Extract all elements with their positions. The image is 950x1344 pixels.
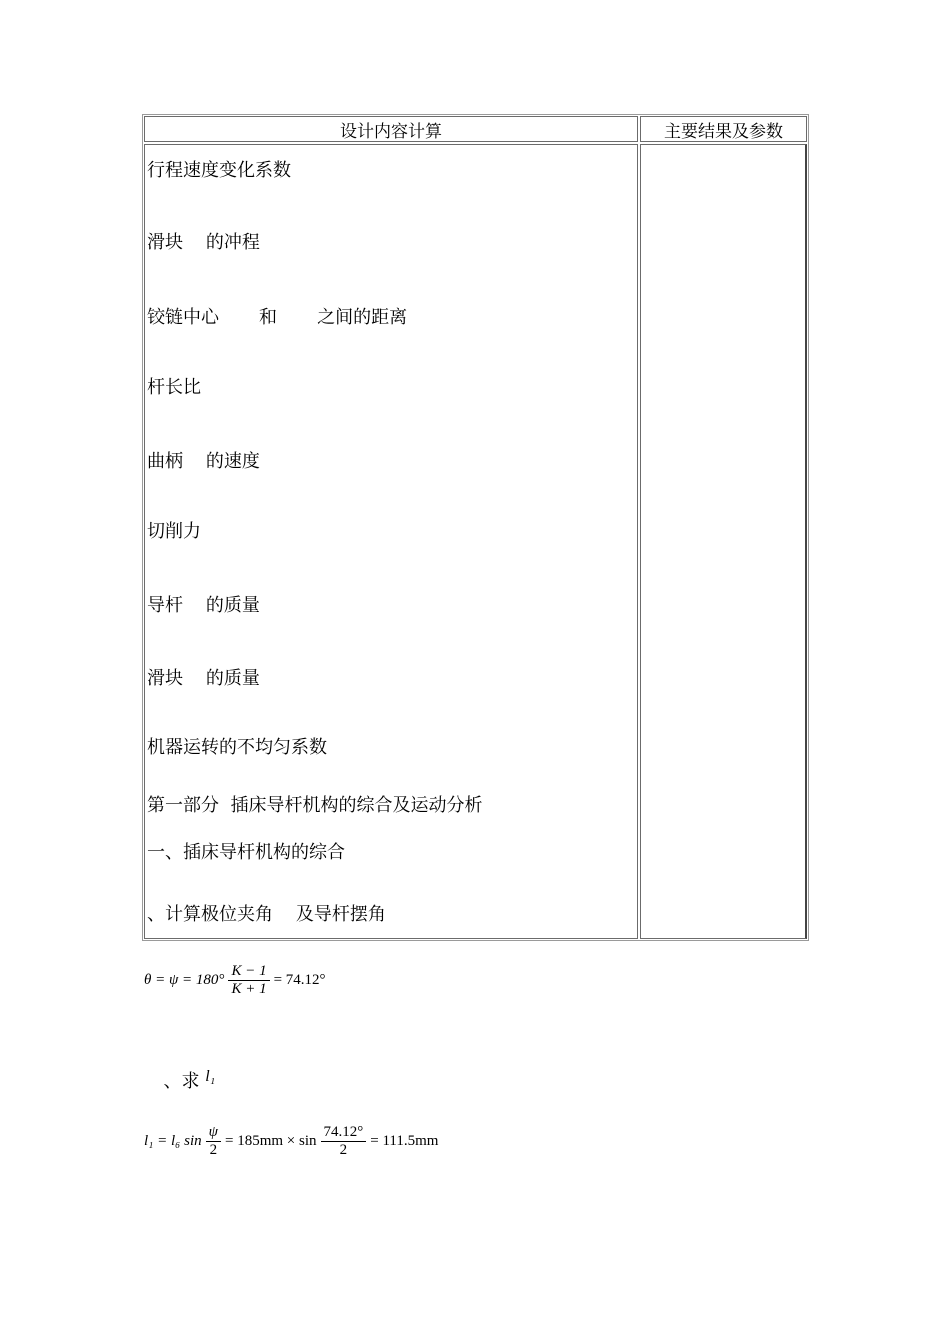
formula-theta-rhs: = 74.12° [273, 972, 326, 988]
row-hinge-distance: 铰链中心 和 之间的距离 [147, 307, 408, 328]
row-rod-length-ratio: 杆长比 [147, 377, 201, 398]
row-cutting-force: 切削力 [147, 521, 201, 542]
row-compute-angles: 、计算极位夹角 及导杆摆角 [147, 904, 386, 925]
row-unevenness-coefficient: 机器运转的不均匀系数 [147, 737, 327, 758]
row-stroke-speed-coefficient: 行程速度变化系数 [147, 160, 291, 181]
results-cell [640, 144, 807, 939]
formula-l1-fraction-angle [321, 1124, 367, 1159]
formula-l1-angle-den: 2 [339, 1142, 348, 1158]
section-find-l1 [152, 1046, 215, 1093]
formula-l1-psi-den: 2 [209, 1142, 218, 1158]
header-main-results: 主要结果及参数 [640, 116, 807, 142]
formula-theta-fraction [228, 963, 269, 998]
row-guide-rod-mass: 导杆 的质量 [147, 595, 260, 616]
formula-theta-numerator: K − 1 [231, 963, 267, 979]
formula-l1-mid: = 185mm × sin [224, 1133, 317, 1149]
formula-l1-angle: 74.12° [323, 1124, 364, 1140]
formula-theta [144, 963, 326, 998]
header-design-calculation: 设计内容计算 [144, 116, 638, 142]
design-table [142, 114, 809, 941]
section-find-l1-symbol: l₁ [205, 1068, 216, 1085]
formula-l1-fraction-psi [206, 1124, 221, 1159]
row-slider-stroke: 滑块 的冲程 [147, 232, 260, 253]
section-find-l1-text: 、求 [163, 1071, 206, 1092]
formula-l1-lhs: l₁ = l₆ sin [144, 1133, 202, 1149]
formula-theta-denominator: K + 1 [231, 981, 267, 997]
row-crank-speed: 曲柄 的速度 [147, 451, 260, 472]
formula-l1-psi: ψ [208, 1124, 218, 1140]
formula-theta-lhs: θ = ψ = 180° [144, 972, 225, 988]
row-part-one-title: 第一部分 插床导杆机构的综合及运动分析 [147, 795, 483, 816]
design-content-cell [144, 144, 638, 939]
formula-l1-rhs: = 111.5mm [370, 1133, 439, 1149]
row-section-one-title: 一、插床导杆机构的综合 [147, 842, 345, 863]
row-slider-mass: 滑块 的质量 [147, 668, 260, 689]
formula-l1 [144, 1124, 438, 1159]
